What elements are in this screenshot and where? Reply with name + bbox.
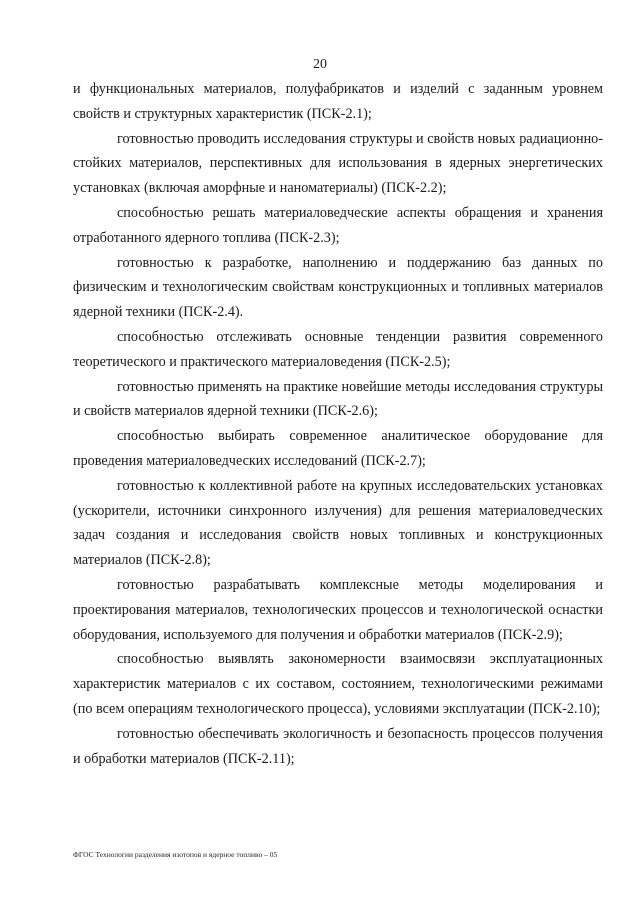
paragraph-psk-2-3: способностью решать материаловедческие аспекты обращения и хранения отработанного ядерного топлива (ПСК-2.3); — [73, 204, 603, 246]
page-number: 20 — [313, 57, 327, 72]
paragraph-psk-2-9: готовностью разрабатывать комплексные методы моделирования и проектирования материалов, технологических процессов и технологической оснастки оборудования, используемого для получения и обработки материалов (ПСК-2.9); — [73, 576, 603, 643]
paragraph-psk-2-4: готовностью к разработке, наполнению и поддержанию баз данных по физическим и технологическим свойствам конструкционных и топливных материалов ядерной техники (ПСК-2.4). — [73, 254, 603, 321]
page-footer: ФГОС Технологии разделения изотопов и ядерное топливо – 05 — [73, 850, 278, 859]
paragraph-psk-2-7: способностью выбирать современное аналитическое оборудование для проведения материаловедческих исследований (ПСК-2.7); — [73, 428, 603, 469]
document-body — [73, 77, 603, 771]
paragraph-psk-2-8: готовностью к коллективной работе на крупных исследовательских установках (ускорители, источники синхронного излучения) для решения материаловедческих задач создания и исследования свойств новых топливных и конструкционных материалов (ПСК-2.8); — [73, 477, 603, 569]
paragraph-psk-2-1: и функциональных материалов, полуфабрикатов и изделий с заданным уровнем свойств и структурных характеристик (ПСК-2.1); — [73, 81, 603, 122]
paragraph-psk-2-5: способностью отслеживать основные тенденции развития современного теоретического и практического материаловедения (ПСК-2.5); — [73, 328, 603, 370]
paragraph-psk-2-11: готовностью обеспечивать экологичность и безопасность процессов получения и обработки материалов (ПСК-2.11); — [73, 725, 603, 767]
paragraph-psk-2-6: готовностью применять на практике новейшие методы исследования структуры и свойств материалов ядерной техники (ПСК-2.6); — [73, 378, 603, 420]
paragraph-psk-2-10: способностью выявлять закономерности взаимосвязи эксплуатационных характеристик материалов с их составом, состоянием, технологическими режимами (по всем операциям технологического процесса), условиями эксплуатации (ПСК-2.10); — [73, 651, 603, 717]
paragraph-psk-2-2: готовностью проводить исследования структуры и свойств новых радиационно-стойких материалов, перспективных для использования в ядерных энергетических установках (включая аморфные и наноматериалы) (ПСК-2.2); — [73, 130, 603, 197]
